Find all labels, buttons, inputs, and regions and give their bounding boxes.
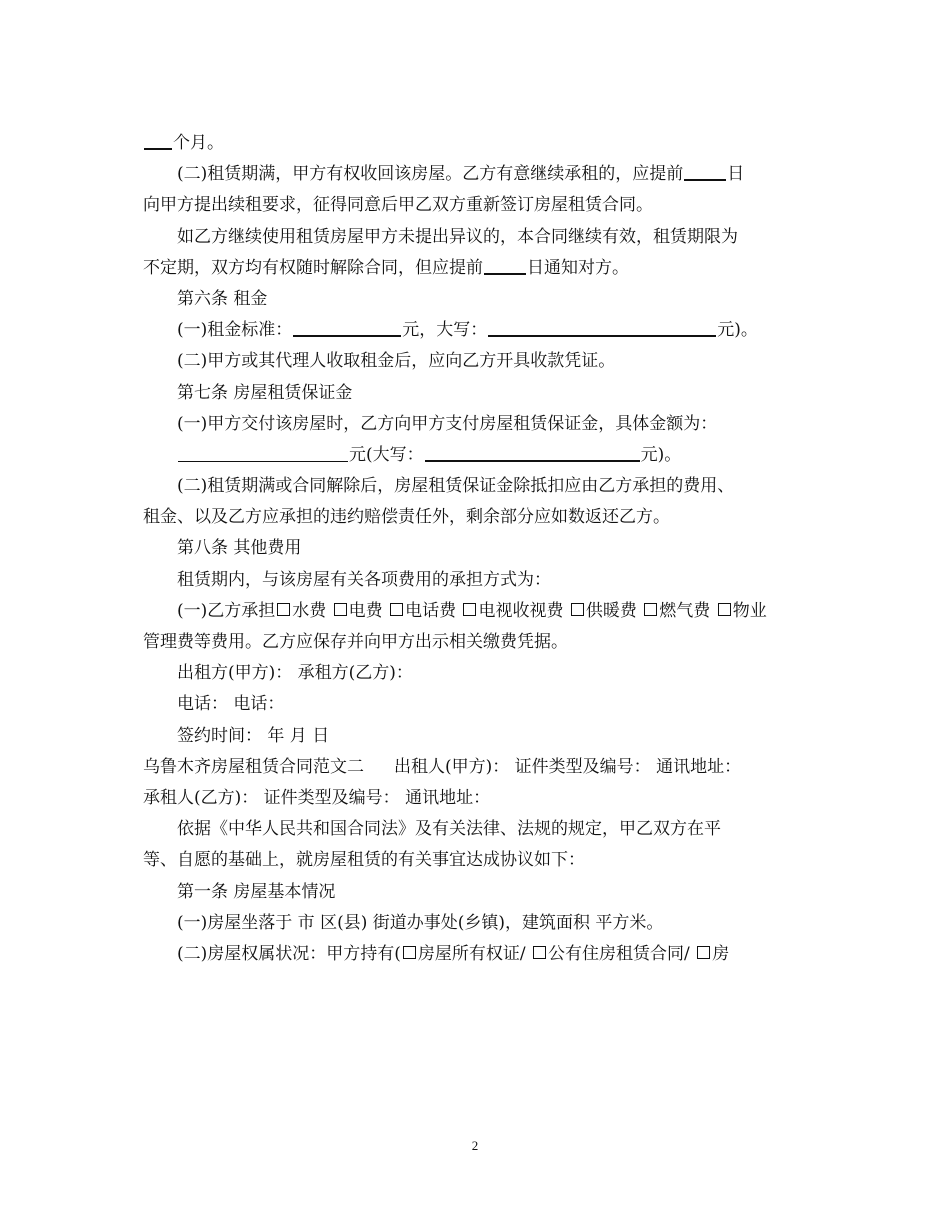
section-heading (143, 533, 813, 564)
text-line (143, 315, 813, 346)
text-run: 租赁期内，与该房屋有关各项费用的承担方式为： (177, 569, 551, 590)
checkbox-icon[interactable] (697, 946, 710, 959)
text-run: 电费 (348, 600, 383, 621)
text-run: 燃气费 (659, 600, 711, 621)
text-run: 签约时间： 年 月 日 (177, 725, 330, 746)
text-run: 房 (712, 943, 730, 964)
checkbox-icon[interactable] (571, 603, 584, 616)
text-line (143, 222, 813, 253)
text-run: 第一条 房屋基本情况 (177, 881, 336, 902)
text-run: 等、自愿的基础上，就房屋租赁的有关事宜达成协议如下： (143, 850, 585, 871)
text-line (143, 128, 813, 159)
fill-blank (293, 317, 401, 337)
text-run: 向甲方提出续租要求，征得同意后甲乙双方重新签订房屋租赁合同。 (143, 195, 653, 216)
fill-blank (684, 161, 726, 181)
text-run: 承租人(乙方)： 证件类型及编号： 通讯地址： (143, 787, 491, 808)
section-heading (143, 378, 813, 409)
text-run: 元)。 (717, 320, 758, 341)
text-line (143, 190, 813, 221)
checkbox-icon[interactable] (644, 603, 657, 616)
text-run: 电视收视费 (478, 600, 564, 621)
text-run: (一)租金标准： (177, 320, 293, 341)
text-run: 电话费 (405, 600, 457, 621)
text-line (143, 627, 813, 658)
text-run: 日通知对方。 (527, 257, 629, 278)
text-run: 公有住房租赁合同/ (548, 943, 696, 964)
text-run: 房屋所有权证/ (417, 943, 532, 964)
fill-blank (425, 442, 640, 462)
text-run: 第七条 房屋租赁保证金 (177, 382, 353, 403)
text-run: (二)租赁期满或合同解除后，房屋租赁保证金除抵扣应由乙方承担的费用、 (177, 476, 735, 497)
text-run: (一)甲方交付该房屋时，乙方向甲方支付房屋租赁保证金，具体金额为： (177, 413, 718, 434)
text-run: 出租人(甲方)： 证件类型及编号： 通讯地址： (394, 756, 742, 777)
text-run: 出租方(甲方)： 承租方(乙方)： (177, 663, 413, 684)
signature-line (143, 721, 813, 752)
text-run: 租金、以及乙方应承担的违约赔偿责任外，剩余部分应如数返还乙方。 (143, 507, 670, 528)
text-run: 供暖费 (585, 600, 637, 621)
text-run: 日 (727, 164, 745, 185)
text-run: (二)房屋权属状况：甲方持有( (177, 943, 401, 964)
text-run: 电话： 电话： (177, 694, 285, 715)
checkbox-icon[interactable] (403, 946, 416, 959)
text-line (143, 253, 813, 284)
checkbox-icon[interactable] (463, 603, 476, 616)
fill-blank (178, 443, 348, 462)
text-line (143, 159, 813, 190)
checkbox-icon[interactable] (334, 603, 347, 616)
text-run: 第八条 其他费用 (177, 538, 302, 559)
text-run: 管理费等费用。乙方应保存并向甲方出示相关缴费凭据。 (143, 632, 568, 652)
text-run: (二)租赁期满，甲方有权收回该房屋。乙方有意继续承租的，应提前 (177, 164, 684, 185)
text-line (143, 845, 813, 876)
text-line (143, 908, 813, 939)
signature-line (143, 689, 813, 720)
text-line (143, 565, 813, 596)
text-line (143, 752, 813, 783)
section-heading (143, 284, 813, 315)
checkbox-icon[interactable] (277, 603, 290, 616)
checkbox-icon[interactable] (718, 603, 731, 616)
text-line (143, 939, 813, 970)
fill-blank (488, 317, 716, 337)
page-number: 2 (471, 1138, 479, 1153)
text-line (143, 346, 813, 377)
fill-blank (144, 130, 172, 150)
text-run: (一)乙方承担 (177, 600, 276, 621)
signature-line (143, 658, 813, 689)
text-run: 如乙方继续使用租赁房屋甲方未提出异议的，本合同继续有效，租赁期限为 (177, 226, 738, 247)
text-line (143, 409, 813, 440)
text-run: 不定期，双方均有权随时解除合同，但应提前 (143, 257, 483, 278)
text-run: 个月。 (173, 133, 224, 153)
text-run: 元，大写： (402, 320, 488, 341)
checkbox-icon[interactable] (533, 946, 546, 959)
fill-blank (484, 255, 526, 275)
text-line (143, 814, 813, 845)
text-run: 依据《中华人民共和国合同法》及有关法律、法规的规定，甲乙双方在平 (177, 819, 721, 840)
text-line (143, 502, 813, 533)
text-run: (二)甲方或其代理人收取租金后，应向乙方开具收款凭证。 (177, 351, 616, 372)
checkbox-icon[interactable] (390, 603, 403, 616)
text-line (143, 440, 813, 471)
section-heading (143, 877, 813, 908)
text-run: (一)房屋坐落于 市 区(县) 街道办事处(乡镇)，建筑面积 平方米。 (177, 912, 664, 933)
text-run: 水费 (292, 600, 327, 621)
text-run: 物业 (732, 600, 767, 621)
text-run: 元)。 (640, 444, 682, 465)
text-run: 元(大写： (349, 444, 424, 465)
text-line (143, 471, 813, 502)
text-run: 第六条 租金 (177, 288, 268, 309)
document-body (143, 128, 813, 970)
text-line (143, 783, 813, 814)
document-subtitle: 乌鲁木齐房屋租赁合同范文二 (143, 756, 364, 777)
text-line (143, 596, 813, 627)
